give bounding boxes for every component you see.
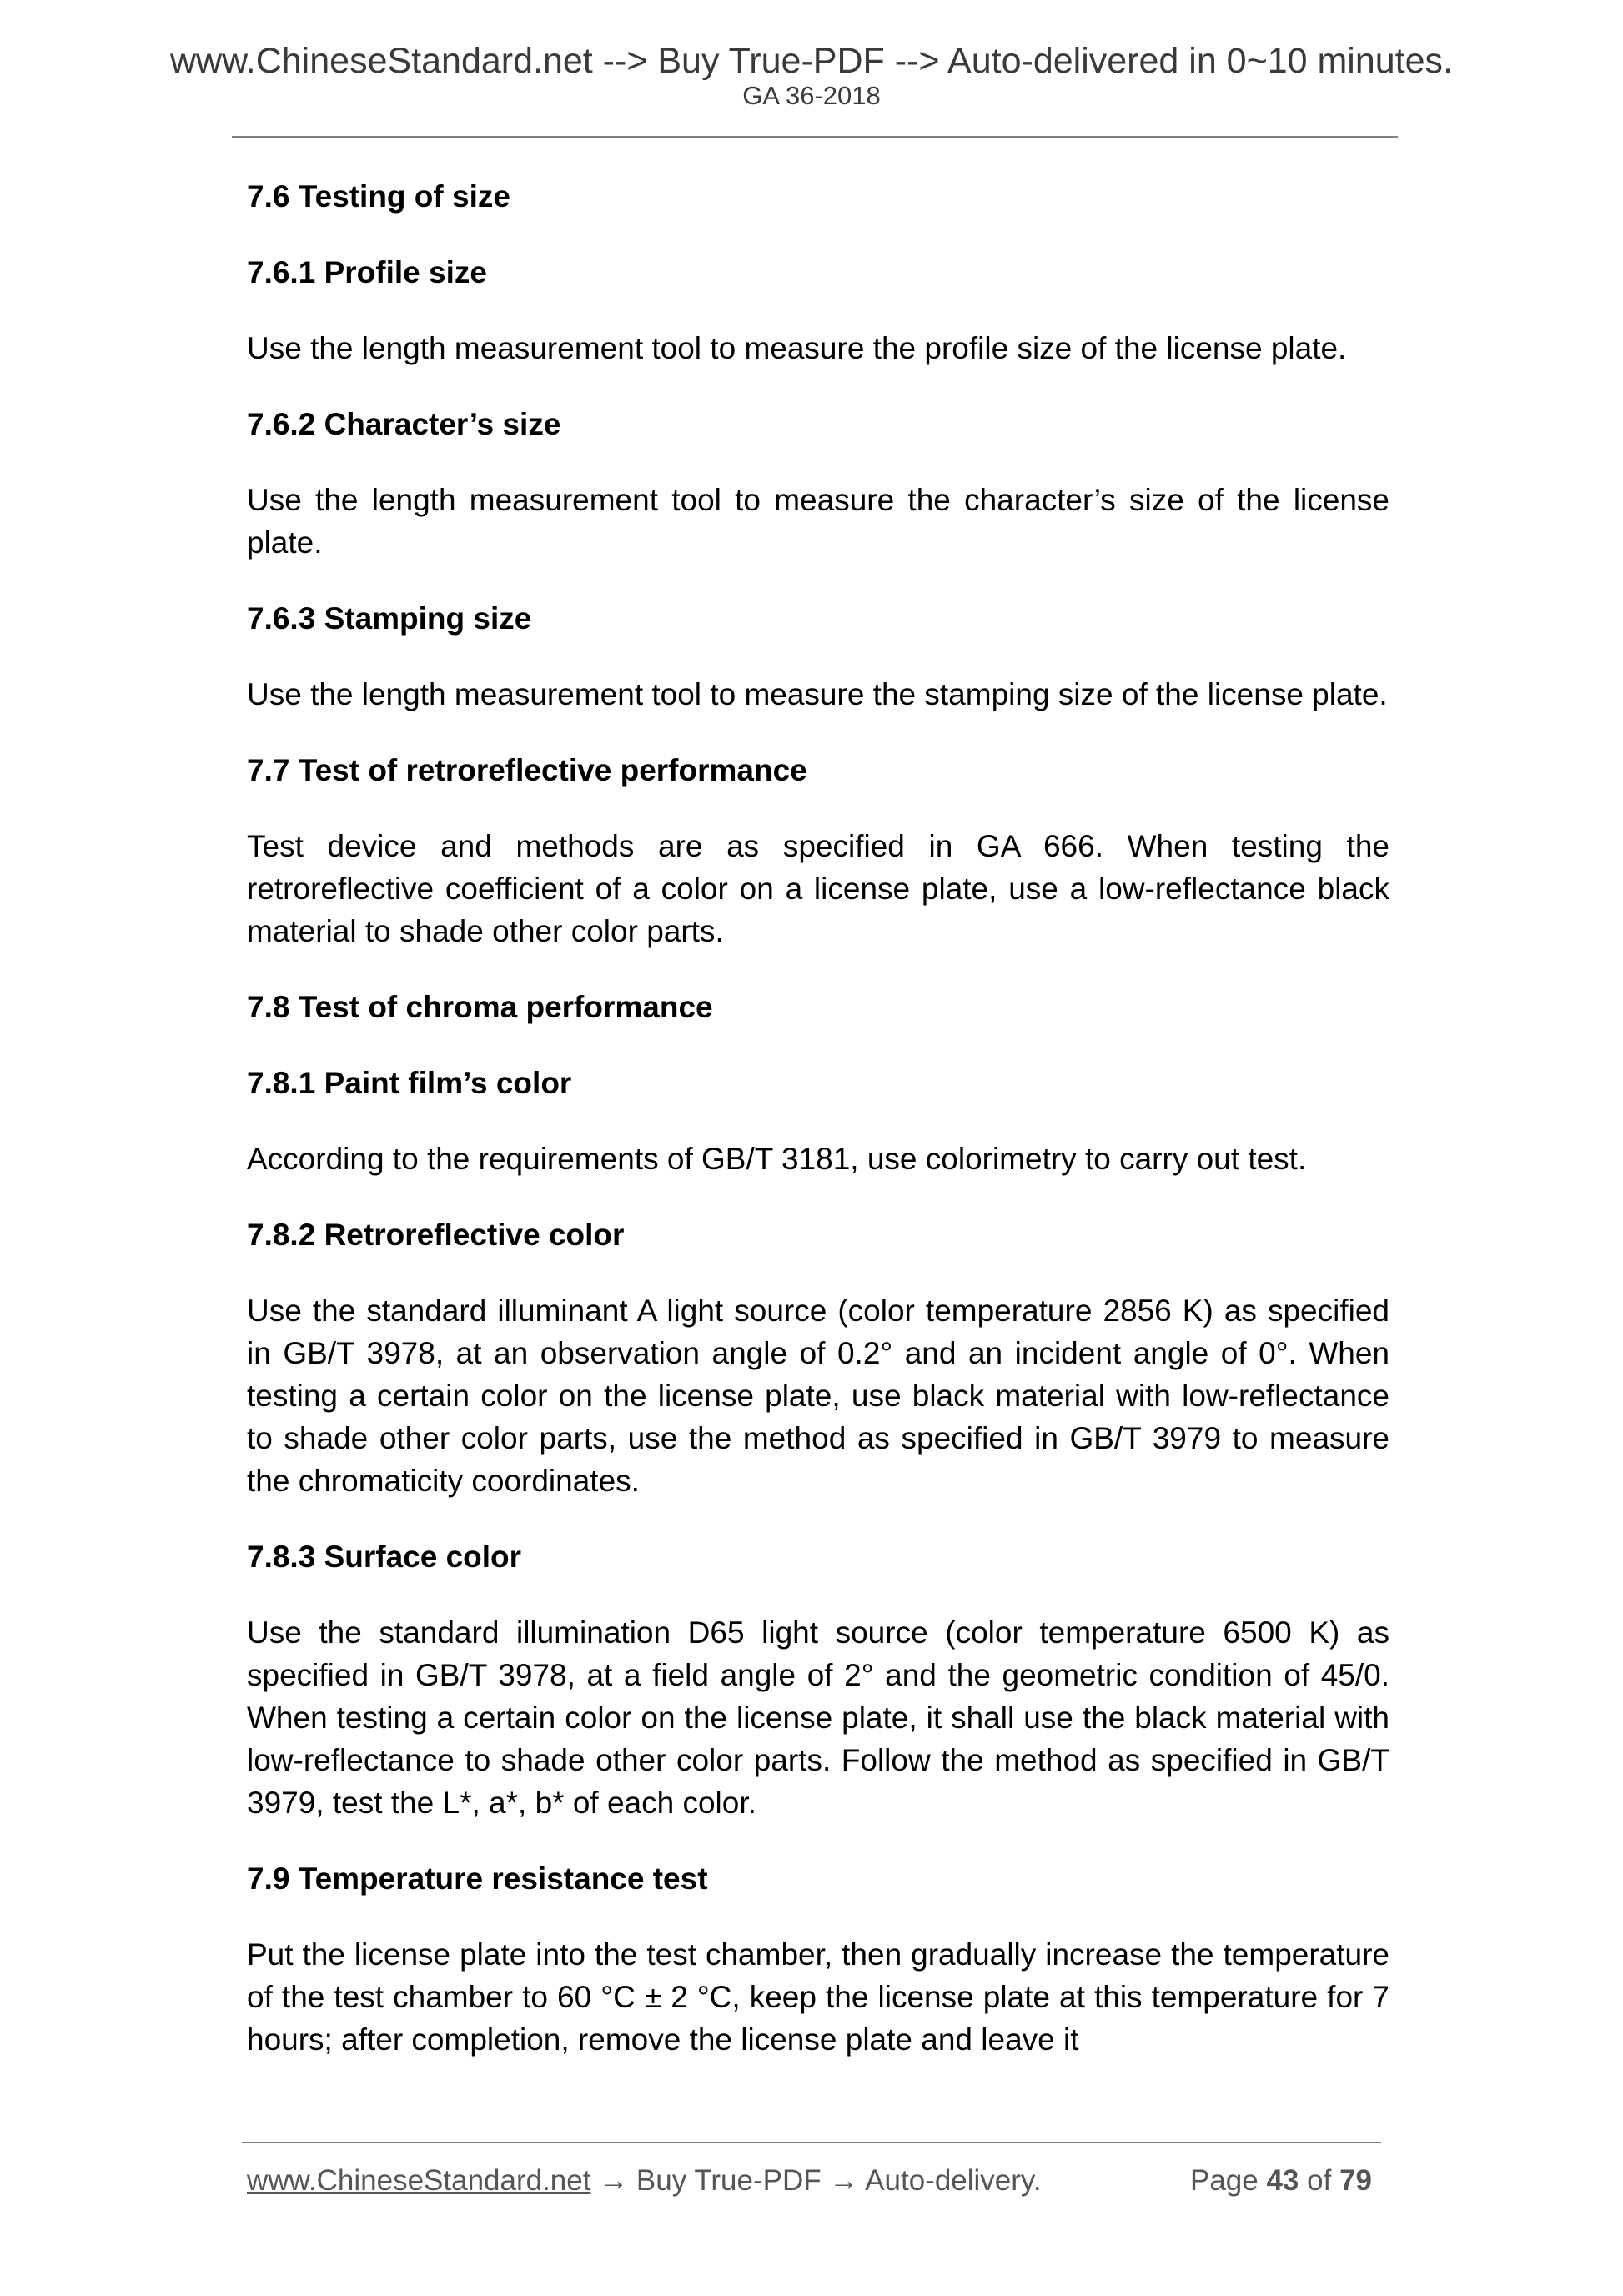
heading-7-6-1: 7.6.1 Profile size [247, 255, 487, 289]
site-banner: www.ChineseStandard.net --> Buy True-PDF --> Auto-delivered in 0~10 minutes. [169, 41, 1453, 81]
footer-tagline: → Buy True-PDF → Auto-delivery. [590, 2164, 1042, 2197]
page-number: 43 [1266, 2164, 1299, 2197]
paragraph-paint-film: According to the requirements of GB/T 3181, use colorimetry to carry out test. [247, 1142, 1307, 1176]
total-pages: 79 [1339, 2164, 1372, 2197]
paragraph-temperature-resistance: Put the license plate into the test chamber, then gradually increase the temperature of the test chamber to 60 °C ± 2 °C, keep the license plate at this temperature for 7 hours; after completion, remove the license plate and leave it [247, 1937, 1389, 2057]
heading-7-8-1: 7.8.1 Paint film’s color [247, 1066, 572, 1100]
paragraph-surface-color: Use the standard illumination D65 light source (color temperature 6500 K) as specified in GB/T 3978, at a field angle of 2° and the geometric condition of 45/0. When testing a certain color on the license plate, it shall use the black material with low-reflectance to shade other color parts. Follow the method as specified in GB/T 3979, test the L*, a*, b* of each color. [247, 1615, 1389, 1820]
heading-7-6: 7.6 Testing of size [247, 179, 510, 214]
page-indicator [1190, 2163, 1372, 2198]
heading-7-8-3: 7.8.3 Surface color [247, 1540, 522, 1574]
footer-site-link[interactable]: www.ChineseStandard.net [247, 2164, 591, 2197]
of-label: of [1307, 2164, 1332, 2197]
paragraph-stamping-size: Use the length measurement tool to measure the stamping size of the license plate. [247, 677, 1388, 711]
paragraph-retroreflective: Test device and methods are as specified in GA 666. When testing the retroreflective coefficient of a color on a license plate, use a low-reflectance black material to shade other color parts. [247, 829, 1389, 948]
page-label: Page [1189, 2164, 1259, 2197]
paragraph-retroreflective-color: Use the standard illuminant A light source (color temperature 2856 K) as specified in GB/T 3978, at an observation angle of 0.2° and an incident angle of 0°. When testing a certain color on the license plate, use black material with low-reflectance to shade other color parts, use the method as specified in GB/T 3979 to measure the chromaticity coordinates. [247, 1294, 1389, 1498]
heading-7-8-2: 7.8.2 Retroreflective color [247, 1218, 625, 1252]
header-divider [232, 136, 1398, 138]
document-body [247, 175, 1389, 2061]
footer-divider [242, 2142, 1381, 2143]
paragraph-character-size: Use the length measurement tool to measure the character’s size of the license plate. [247, 483, 1389, 560]
heading-7-6-3: 7.6.3 Stamping size [247, 601, 532, 636]
heading-7-8: 7.8 Test of chroma performance [247, 990, 713, 1024]
heading-7-6-2: 7.6.2 Character’s size [247, 407, 561, 441]
paragraph-profile-size: Use the length measurement tool to measure the profile size of the license plate. [247, 331, 1347, 365]
heading-7-9: 7.9 Temperature resistance test [247, 1861, 708, 1896]
page-footer [247, 2163, 1381, 2198]
document-code: GA 36-2018 [742, 81, 881, 110]
heading-7-7: 7.7 Test of retroreflective performance [247, 753, 807, 787]
